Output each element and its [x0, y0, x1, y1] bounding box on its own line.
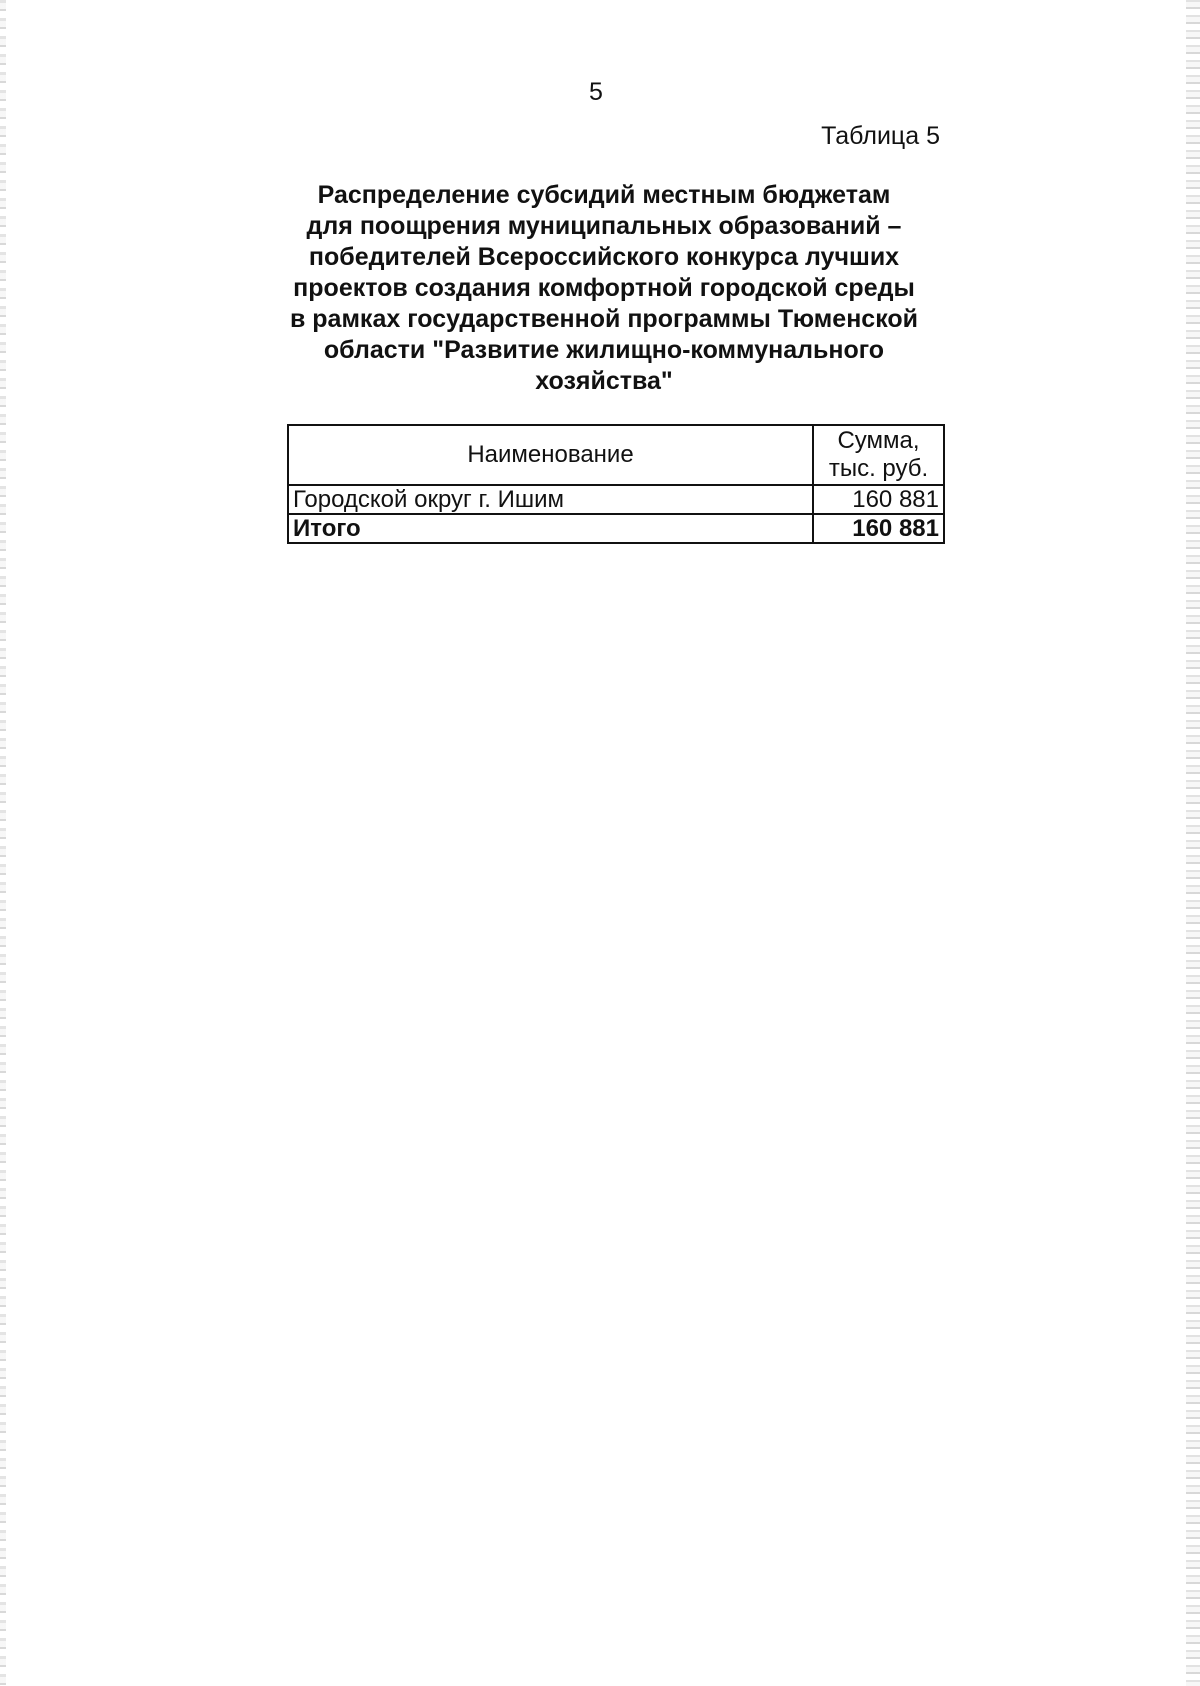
- scan-edge-left: [0, 0, 6, 1686]
- column-header-name: Наименование: [288, 425, 813, 485]
- title-line: хозяйства": [535, 367, 673, 395]
- page-number: 5: [589, 78, 603, 106]
- title-line: Распределение субсидий местным бюджетам: [317, 181, 891, 209]
- title-line: проектов создания комфортной городской среды: [293, 274, 915, 302]
- table-header-row: [288, 425, 944, 485]
- title-line: области "Развитие жилищно-коммунального: [323, 336, 885, 364]
- total-sum-cell: 160 881: [813, 514, 944, 543]
- column-header-sum: [813, 425, 944, 485]
- document-title: [286, 180, 922, 397]
- table-row: [288, 485, 944, 514]
- title-line: для поощрения муниципальных образований –: [306, 212, 902, 240]
- scan-edge-right: [1186, 0, 1200, 1686]
- total-name-cell: Итого: [288, 514, 813, 543]
- column-header-sum-line2: тыс. руб.: [828, 455, 929, 482]
- column-header-sum-line1: Сумма,: [837, 427, 920, 454]
- title-line: победителей Всероссийского конкурса лучших: [308, 243, 900, 271]
- subsidy-table: [287, 424, 945, 544]
- row-name-cell: Городской округ г. Ишим: [288, 485, 813, 514]
- table-total-row: [288, 514, 944, 543]
- title-line: в рамках государственной программы Тюменской: [289, 305, 919, 333]
- row-sum-cell: 160 881: [813, 485, 944, 514]
- table-label: Таблица 5: [821, 122, 940, 150]
